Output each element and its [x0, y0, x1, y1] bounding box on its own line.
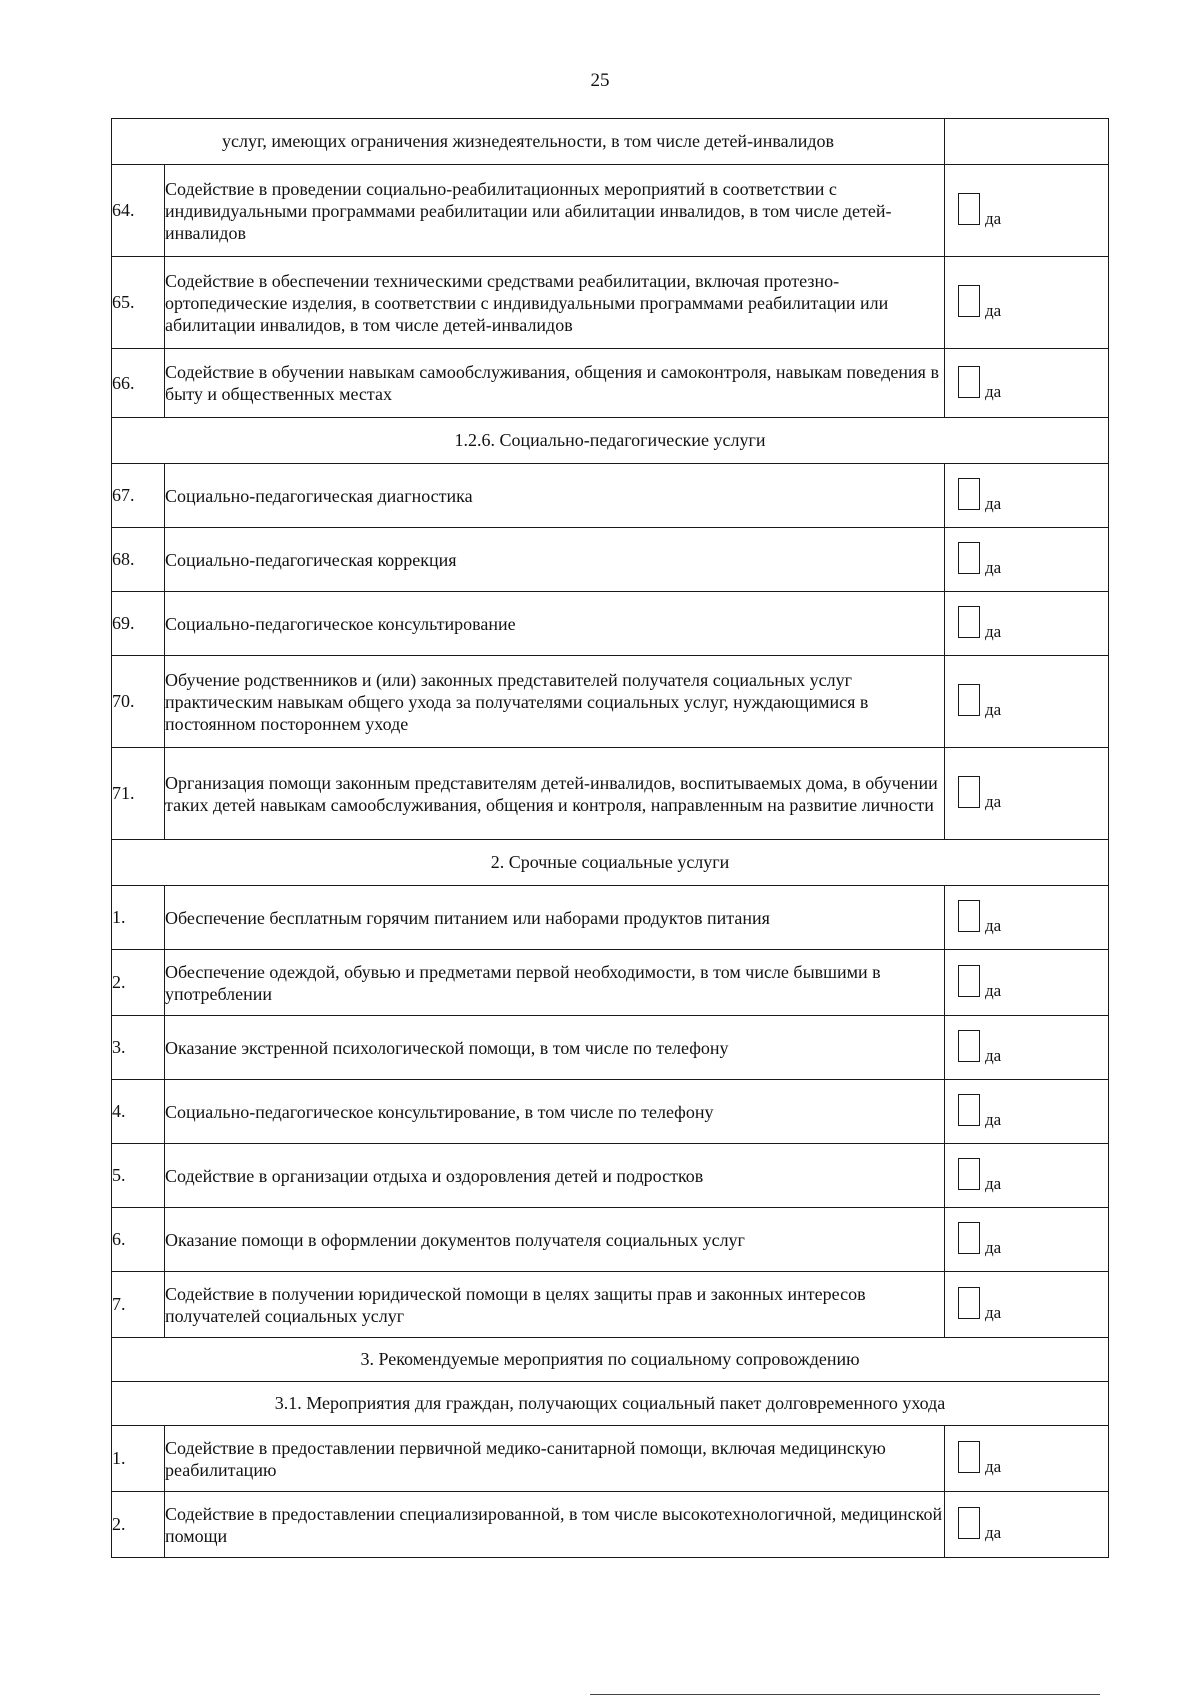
- checkbox[interactable]: [958, 1222, 980, 1254]
- checkbox[interactable]: [958, 285, 980, 317]
- item-description: Обучение родственников и (или) законных представителей получателя социальных услуг практическим навыкам общего ухода за получателями социальных услуг, нуждающимися в постоянном постороннем уходе: [165, 656, 945, 748]
- check-cell: [945, 656, 1109, 748]
- item-number: 69.: [112, 592, 165, 656]
- checkbox[interactable]: [958, 1094, 980, 1126]
- table-row: [112, 1080, 1109, 1144]
- check-cell: [945, 1144, 1109, 1208]
- item-description: Обеспечение бесплатным горячим питанием или наборами продуктов питания: [165, 886, 945, 950]
- table-row: [112, 748, 1109, 840]
- check-cell: [945, 1016, 1109, 1080]
- check-cell: [945, 1426, 1109, 1492]
- item-number: 65.: [112, 257, 165, 349]
- checkbox-label: да: [985, 209, 1002, 228]
- check-cell: [945, 464, 1109, 528]
- section-title: 3. Рекомендуемые мероприятия по социальному сопровождению: [112, 1338, 1109, 1382]
- checkbox[interactable]: [958, 1507, 980, 1539]
- checkbox-label: да: [985, 792, 1002, 811]
- table-row: [112, 528, 1109, 592]
- services-table: [111, 118, 1109, 1558]
- checkbox[interactable]: [958, 542, 980, 574]
- checkbox[interactable]: [958, 965, 980, 997]
- checkbox-label: да: [985, 1174, 1002, 1193]
- continuation-row: [112, 119, 1109, 165]
- item-description: Содействие в предоставлении специализированной, в том числе высокотехнологичной, медицинской помощи: [165, 1492, 945, 1558]
- check-cell: [945, 349, 1109, 418]
- check-cell: [945, 1492, 1109, 1558]
- section-header-row: [112, 1338, 1109, 1382]
- table-row: [112, 1272, 1109, 1338]
- checkbox[interactable]: [958, 193, 980, 225]
- table-row: [112, 592, 1109, 656]
- item-number: 68.: [112, 528, 165, 592]
- continuation-check-cell: [945, 119, 1109, 165]
- item-description: Содействие в организации отдыха и оздоровления детей и подростков: [165, 1144, 945, 1208]
- check-cell: [945, 528, 1109, 592]
- item-number: 2.: [112, 950, 165, 1016]
- item-number: 3.: [112, 1016, 165, 1080]
- checkbox[interactable]: [958, 1287, 980, 1319]
- checkbox-label: да: [985, 622, 1002, 641]
- checkbox-label: да: [985, 301, 1002, 320]
- check-cell: [945, 592, 1109, 656]
- checkbox[interactable]: [958, 1030, 980, 1062]
- checkbox-label: да: [985, 494, 1002, 513]
- item-number: 5.: [112, 1144, 165, 1208]
- item-description: Оказание экстренной психологической помощи, в том числе по телефону: [165, 1016, 945, 1080]
- item-description: Социально-педагогическая диагностика: [165, 464, 945, 528]
- item-description: Содействие в предоставлении первичной медико-санитарной помощи, включая медицинскую реабилитацию: [165, 1426, 945, 1492]
- checkbox-label: да: [985, 700, 1002, 719]
- table-row: [112, 886, 1109, 950]
- table-row: [112, 1144, 1109, 1208]
- continuation-text: услуг, имеющих ограничения жизнедеятельности, в том числе детей-инвалидов: [112, 119, 945, 165]
- page-number: 25: [590, 70, 610, 91]
- section-header-row: [112, 418, 1109, 464]
- table-row: [112, 257, 1109, 349]
- table-row: [112, 165, 1109, 257]
- table-row: [112, 950, 1109, 1016]
- item-description: Социально-педагогическая коррекция: [165, 528, 945, 592]
- checkbox[interactable]: [958, 1441, 980, 1473]
- section-title: 1.2.6. Социально-педагогические услуги: [112, 418, 1109, 464]
- item-number: 70.: [112, 656, 165, 748]
- table-row: [112, 1492, 1109, 1558]
- section-title: 3.1. Мероприятия для граждан, получающих социальный пакет долговременного ухода: [112, 1382, 1109, 1426]
- section-header-row: [112, 1382, 1109, 1426]
- item-number: 6.: [112, 1208, 165, 1272]
- checkbox-label: да: [985, 1238, 1002, 1257]
- item-number: 4.: [112, 1080, 165, 1144]
- item-description: Содействие в обучении навыкам самообслуживания, общения и самоконтроля, навыкам поведения в быту и общественных местах: [165, 349, 945, 418]
- item-number: 1.: [112, 1426, 165, 1492]
- check-cell: [945, 1208, 1109, 1272]
- checkbox[interactable]: [958, 684, 980, 716]
- checkbox[interactable]: [958, 478, 980, 510]
- checkbox-label: да: [985, 981, 1002, 1000]
- item-number: 67.: [112, 464, 165, 528]
- section-title: 2. Срочные социальные услуги: [112, 840, 1109, 886]
- item-number: 66.: [112, 349, 165, 418]
- checkbox-label: да: [985, 916, 1002, 935]
- check-cell: [945, 257, 1109, 349]
- check-cell: [945, 886, 1109, 950]
- check-cell: [945, 950, 1109, 1016]
- item-number: 7.: [112, 1272, 165, 1338]
- table-row: [112, 1426, 1109, 1492]
- checkbox-label: да: [985, 1523, 1002, 1542]
- checkbox-label: да: [985, 1457, 1002, 1476]
- checkbox-label: да: [985, 1303, 1002, 1322]
- item-description: Содействие в проведении социально-реабилитационных мероприятий в соответствии с индивидуальными программами реабилитации или абилитации инвалидов, в том числе детей-инвалидов: [165, 165, 945, 257]
- checkbox[interactable]: [958, 366, 980, 398]
- checkbox-label: да: [985, 558, 1002, 577]
- item-number: 71.: [112, 748, 165, 840]
- item-number: 1.: [112, 886, 165, 950]
- section-header-row: [112, 840, 1109, 886]
- check-cell: [945, 165, 1109, 257]
- table-row: [112, 349, 1109, 418]
- item-number: 64.: [112, 165, 165, 257]
- check-cell: [945, 1080, 1109, 1144]
- item-description: Социально-педагогическое консультирование: [165, 592, 945, 656]
- checkbox[interactable]: [958, 606, 980, 638]
- checkbox[interactable]: [958, 776, 980, 808]
- checkbox-label: да: [985, 1110, 1002, 1129]
- item-description: Организация помощи законным представителям детей-инвалидов, воспитываемых дома, в обучении таких детей навыкам самообслуживания, общения и контроля, направленным на развитие личности: [165, 748, 945, 840]
- item-description: Содействие в обеспечении техническими средствами реабилитации, включая протезно-ортопедические изделия, в соответствии с индивидуальными программами реабилитации или абилитации инвалидов, в том числе детей-инвалидов: [165, 257, 945, 349]
- item-description: Обеспечение одеждой, обувью и предметами первой необходимости, в том числе бывшими в употреблении: [165, 950, 945, 1016]
- table-row: [112, 656, 1109, 748]
- checkbox[interactable]: [958, 900, 980, 932]
- table-row: [112, 464, 1109, 528]
- checkbox-label: да: [985, 382, 1002, 401]
- footer-rule: [590, 1694, 1100, 1695]
- table-row: [112, 1016, 1109, 1080]
- checkbox[interactable]: [958, 1158, 980, 1190]
- item-description: Оказание помощи в оформлении документов получателя социальных услуг: [165, 1208, 945, 1272]
- check-cell: [945, 1272, 1109, 1338]
- check-cell: [945, 748, 1109, 840]
- item-description: Социально-педагогическое консультирование, в том числе по телефону: [165, 1080, 945, 1144]
- table-row: [112, 1208, 1109, 1272]
- item-number: 2.: [112, 1492, 165, 1558]
- item-description: Содействие в получении юридической помощи в целях защиты прав и законных интересов получателей социальных услуг: [165, 1272, 945, 1338]
- checkbox-label: да: [985, 1046, 1002, 1065]
